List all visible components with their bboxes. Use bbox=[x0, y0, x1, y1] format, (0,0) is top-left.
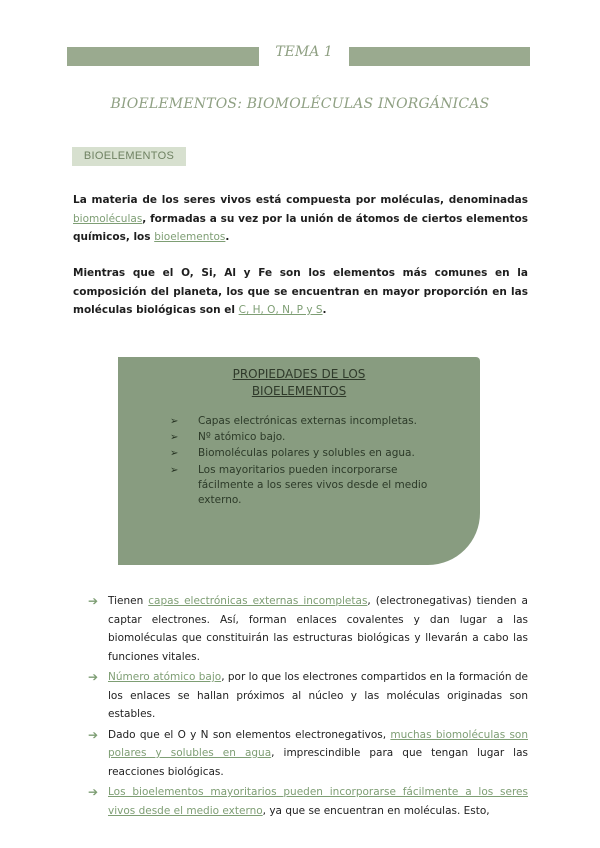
paragraph-text: . bbox=[225, 231, 230, 243]
properties-list bbox=[170, 414, 430, 509]
paragraph-composition bbox=[73, 264, 528, 320]
arrow-bullet-icon: ➢ bbox=[170, 416, 179, 427]
explanation-item bbox=[88, 592, 528, 666]
explanation-text: , imprescindible para que tengan lugar las reacciones biológicas. bbox=[108, 747, 528, 778]
explanation-item bbox=[88, 668, 528, 724]
paragraph-text: La materia de los seres vivos está compuesta por moléculas, denominadas bbox=[73, 194, 528, 206]
page-title: BIOELEMENTOS: BIOMOLÉCULAS INORGÁNICAS bbox=[110, 96, 490, 112]
arrow-right-icon: ➔ bbox=[88, 785, 99, 799]
paragraph-intro bbox=[73, 191, 528, 247]
tema-label: TEMA 1 bbox=[275, 44, 333, 60]
section-tag-bioelementos: BIOELEMENTOS bbox=[72, 147, 186, 166]
property-text: Los mayoritarios pueden incorporarse fácilmente a los seres vivos desde el medio externo. bbox=[198, 463, 428, 507]
arrow-bullet-icon: ➢ bbox=[170, 432, 179, 444]
highlight-polares: muchas biomoléculas son polares y solubles en agua bbox=[108, 728, 529, 759]
highlight-elements: C, H, O, N, P y S bbox=[238, 304, 323, 316]
property-text: Nº atómico bajo. bbox=[198, 431, 286, 444]
properties-card-title bbox=[118, 366, 480, 400]
explanation-item bbox=[88, 783, 528, 820]
highlight-mayoritarios: Los bioelementos mayoritarios pueden incorporarse fácilmente a los seres vivos desde el medio externo bbox=[108, 786, 528, 817]
explanation-item bbox=[88, 726, 528, 782]
highlight-numero-atomico: Número atómico bajo bbox=[108, 671, 222, 683]
highlight-capas: capas electrónicas externas incompletas bbox=[148, 595, 368, 607]
paragraph-text: . bbox=[322, 304, 327, 316]
explanation-text: , ya que se encuentran en moléculas. Esto, bbox=[262, 804, 490, 817]
card-title-line-2: BIOELEMENTOS bbox=[251, 384, 347, 398]
header-band-left bbox=[67, 47, 259, 66]
arrow-bullet-icon: ➢ bbox=[170, 448, 179, 460]
property-text: Biomoléculas polares y solubles en agua. bbox=[198, 447, 415, 460]
properties-card bbox=[118, 357, 480, 565]
explanation-text: Tienen bbox=[108, 595, 149, 607]
explanation-text: , por lo que los electrones compartidos en la formación de los enlaces se hallan próximos al núcleo y las moléculas originadas son estables. bbox=[108, 671, 528, 720]
property-item bbox=[170, 414, 430, 429]
property-text: Capas electrónicas externas incompletas. bbox=[198, 415, 417, 427]
arrow-right-icon: ➔ bbox=[88, 727, 99, 742]
paragraph-text: , formadas a su vez por la unión de átomos de ciertos elementos químicos, los bbox=[73, 212, 528, 243]
arrow-right-icon: ➔ bbox=[88, 594, 99, 608]
highlight-bioelementos: bioelementos bbox=[154, 231, 226, 243]
arrow-bullet-icon: ➢ bbox=[170, 464, 179, 476]
paragraph-text: Mientras que el O, Si, Al y Fe son los elementos más comunes en la composición del planeta, los que se encuentran en mayor proporción en las moléculas biológicas son el bbox=[73, 267, 528, 316]
arrow-right-icon: ➔ bbox=[88, 670, 99, 684]
property-item bbox=[170, 430, 430, 445]
property-item bbox=[170, 463, 430, 509]
explanation-list bbox=[88, 592, 528, 822]
card-title-line-1: PROPIEDADES DE LOS bbox=[232, 367, 366, 381]
highlight-biomoleculas: biomoléculas bbox=[73, 212, 143, 225]
explanation-text: Dado que el O y N son elementos electronegativos, bbox=[108, 728, 391, 741]
property-item bbox=[170, 446, 430, 461]
header-band-right bbox=[349, 47, 530, 66]
explanation-text: , (electronegativas) tienden a captar electrones. Así, forman enlaces covalentes y dan lugar a las biomoléculas que constituirán las estructuras biológicas y llevarán a cabo las funciones vitales. bbox=[108, 595, 528, 663]
